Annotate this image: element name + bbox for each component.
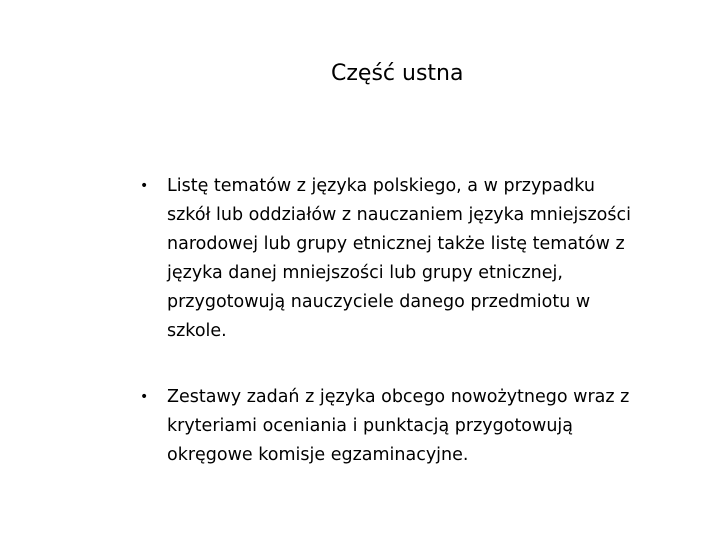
bullet-2-line-3: okręgowe komisje egzaminacyjne. <box>167 445 469 465</box>
bullet-list <box>140 172 700 470</box>
bullet-icon: • <box>140 178 149 194</box>
bullet-icon: • <box>140 389 149 405</box>
bullet-1-line-5: przygotowują nauczyciele danego przedmiotu w <box>167 292 591 312</box>
bullet-1-line-1: Listę tematów z języka polskiego, a w przypadku <box>167 176 595 196</box>
bullet-item-1 <box>140 172 700 346</box>
title-area <box>0 0 720 100</box>
slide-title: Część ustna <box>331 61 464 86</box>
bullet-item-2 <box>140 383 700 470</box>
bullet-2-line-2: kryteriami oceniania i punktacją przygotowują <box>167 416 574 436</box>
bullet-1-line-4: języka danej mniejszości lub grupy etnicznej, <box>167 263 563 283</box>
bullet-1-line-2: szkół lub oddziałów z nauczaniem języka mniejszości <box>167 205 631 225</box>
bullet-1-line-3: narodowej lub grupy etnicznej także listę tematów z <box>167 234 625 254</box>
bullet-1-line-6: szkole. <box>167 321 227 341</box>
bullet-2-line-1: Zestawy zadań z języka obcego nowożytnego wraz z <box>167 387 630 407</box>
